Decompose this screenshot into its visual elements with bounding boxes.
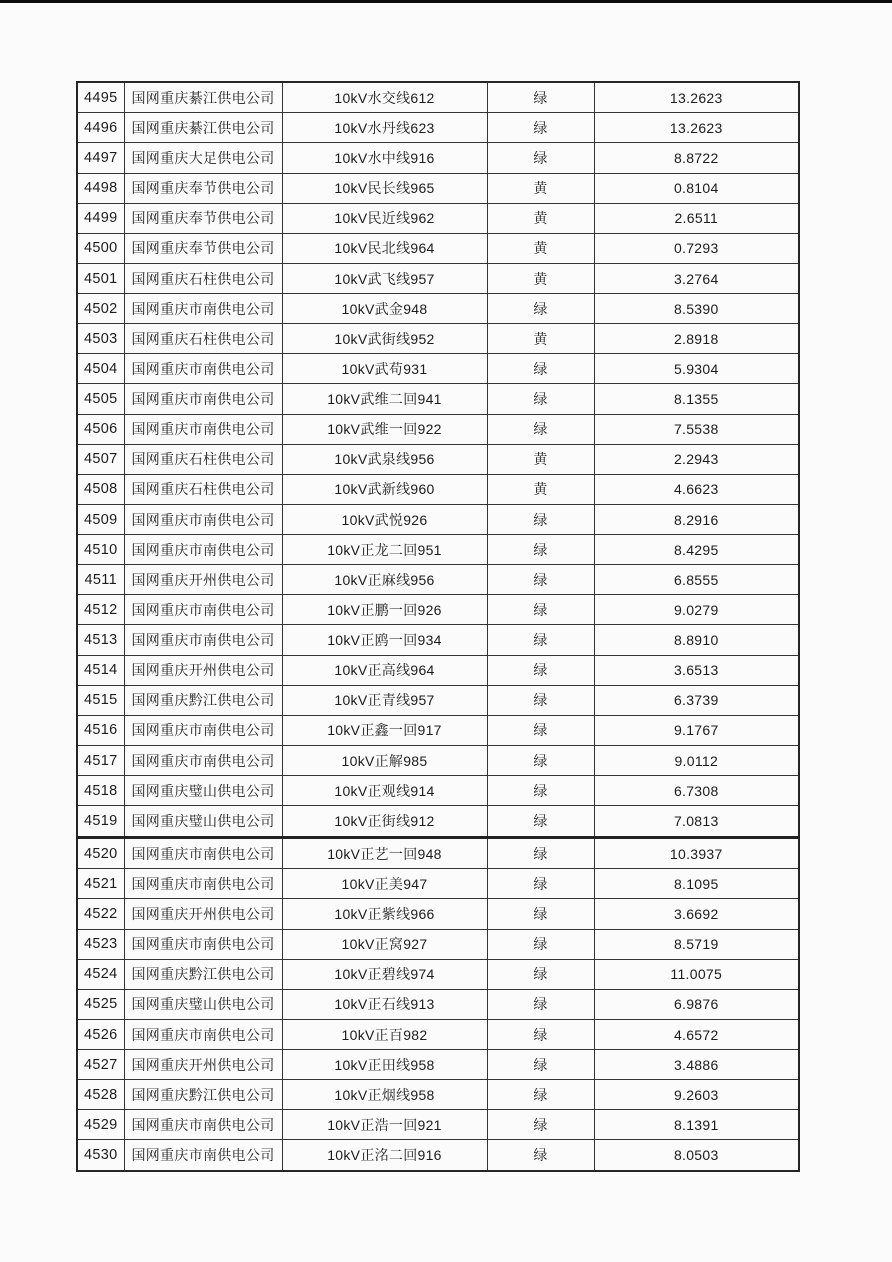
table-row [77,474,799,504]
company-name-cell: 国网重庆市南供电公司 [124,595,282,625]
value-cell: 6.3739 [594,685,799,715]
value-cell: 8.4295 [594,535,799,565]
table-row [77,595,799,625]
row-number-cell: 4507 [77,444,124,474]
value-cell: 6.7308 [594,776,799,806]
company-name-cell: 国网重庆市南供电公司 [124,1140,282,1171]
line-name-cell: 10kV正石线913 [282,989,487,1019]
company-name-cell: 国网重庆市南供电公司 [124,929,282,959]
value-cell: 3.6513 [594,655,799,685]
line-name-cell: 10kV正麻线956 [282,565,487,595]
value-cell: 7.5538 [594,414,799,444]
table-row [77,989,799,1019]
table-row [77,414,799,444]
line-name-cell: 10kV正田线958 [282,1050,487,1080]
color-status-cell: 绿 [487,655,594,685]
table-row [77,263,799,293]
row-number-cell: 4517 [77,745,124,775]
company-name-cell: 国网重庆黔江供电公司 [124,1080,282,1110]
line-name-cell: 10kV正窝927 [282,929,487,959]
company-name-cell: 国网重庆市南供电公司 [124,715,282,745]
value-cell: 8.0503 [594,1140,799,1171]
row-number-cell: 4523 [77,929,124,959]
table-row [77,1140,799,1171]
row-number-cell: 4509 [77,504,124,534]
row-number-cell: 4496 [77,113,124,143]
color-status-cell: 绿 [487,989,594,1019]
color-status-cell: 绿 [487,899,594,929]
window-top-edge [0,0,892,3]
table-row [77,233,799,263]
color-status-cell: 绿 [487,869,594,899]
line-name-cell: 10kV民北线964 [282,233,487,263]
table-row [77,1110,799,1140]
row-number-cell: 4505 [77,384,124,414]
table-row [77,203,799,233]
color-status-cell: 绿 [487,959,594,989]
table-row [77,1019,799,1049]
value-cell: 9.0112 [594,745,799,775]
company-name-cell: 国网重庆奉节供电公司 [124,203,282,233]
color-status-cell: 绿 [487,595,594,625]
table-row [77,143,799,173]
company-name-cell: 国网重庆奉节供电公司 [124,173,282,203]
line-name-cell: 10kV正烟线958 [282,1080,487,1110]
table-row [77,1080,799,1110]
table-row [77,715,799,745]
color-status-cell: 黄 [487,263,594,293]
color-status-cell: 绿 [487,715,594,745]
color-status-cell: 绿 [487,113,594,143]
company-name-cell: 国网重庆璧山供电公司 [124,776,282,806]
color-status-cell: 绿 [487,837,594,869]
line-name-cell: 10kV武新线960 [282,474,487,504]
table-row [77,504,799,534]
line-name-cell: 10kV武金948 [282,294,487,324]
value-cell: 8.2916 [594,504,799,534]
color-status-cell: 绿 [487,354,594,384]
row-number-cell: 4513 [77,625,124,655]
color-status-cell: 绿 [487,294,594,324]
company-name-cell: 国网重庆开州供电公司 [124,565,282,595]
color-status-cell: 绿 [487,685,594,715]
value-cell: 6.8555 [594,565,799,595]
color-status-cell: 绿 [487,625,594,655]
value-cell: 10.3937 [594,837,799,869]
value-cell: 9.0279 [594,595,799,625]
line-name-cell: 10kV正浩一回921 [282,1110,487,1140]
value-cell: 8.8722 [594,143,799,173]
row-number-cell: 4495 [77,82,124,113]
company-name-cell: 国网重庆石柱供电公司 [124,444,282,474]
company-name-cell: 国网重庆开州供电公司 [124,1050,282,1080]
row-number-cell: 4502 [77,294,124,324]
table-row [77,113,799,143]
value-cell: 0.7293 [594,233,799,263]
row-number-cell: 4526 [77,1019,124,1049]
company-name-cell: 国网重庆市南供电公司 [124,837,282,869]
value-cell: 2.6511 [594,203,799,233]
value-cell: 3.2764 [594,263,799,293]
line-name-cell: 10kV正碧线974 [282,959,487,989]
row-number-cell: 4506 [77,414,124,444]
table-row [77,837,799,869]
company-name-cell: 国网重庆市南供电公司 [124,625,282,655]
company-name-cell: 国网重庆市南供电公司 [124,354,282,384]
line-name-cell: 10kV武维一回922 [282,414,487,444]
value-cell: 4.6623 [594,474,799,504]
company-name-cell: 国网重庆市南供电公司 [124,294,282,324]
table-row [77,745,799,775]
color-status-cell: 绿 [487,565,594,595]
company-name-cell: 国网重庆市南供电公司 [124,1110,282,1140]
table-row [77,655,799,685]
row-number-cell: 4497 [77,143,124,173]
value-cell: 3.4886 [594,1050,799,1080]
company-name-cell: 国网重庆黔江供电公司 [124,685,282,715]
table-row [77,565,799,595]
value-cell: 8.1095 [594,869,799,899]
value-cell: 4.6572 [594,1019,799,1049]
table-row [77,82,799,113]
line-name-cell: 10kV正洺二回916 [282,1140,487,1171]
company-name-cell: 国网重庆市南供电公司 [124,535,282,565]
row-number-cell: 4500 [77,233,124,263]
row-number-cell: 4514 [77,655,124,685]
value-cell: 8.5719 [594,929,799,959]
line-name-cell: 10kV武泉线956 [282,444,487,474]
company-name-cell: 国网重庆市南供电公司 [124,504,282,534]
row-number-cell: 4530 [77,1140,124,1171]
row-number-cell: 4508 [77,474,124,504]
line-name-cell: 10kV正鹏一回926 [282,595,487,625]
color-status-cell: 绿 [487,776,594,806]
line-name-cell: 10kV水中线916 [282,143,487,173]
value-cell: 0.8104 [594,173,799,203]
company-name-cell: 国网重庆石柱供电公司 [124,474,282,504]
table-row [77,294,799,324]
value-cell: 8.8910 [594,625,799,655]
row-number-cell: 4515 [77,685,124,715]
line-name-cell: 10kV民长线965 [282,173,487,203]
row-number-cell: 4520 [77,837,124,869]
color-status-cell: 黄 [487,444,594,474]
table-row [77,354,799,384]
line-name-cell: 10kV正高线964 [282,655,487,685]
row-number-cell: 4498 [77,173,124,203]
value-cell: 8.1355 [594,384,799,414]
company-name-cell: 国网重庆石柱供电公司 [124,324,282,354]
table-row [77,776,799,806]
color-status-cell: 黄 [487,474,594,504]
color-status-cell: 绿 [487,414,594,444]
row-number-cell: 4529 [77,1110,124,1140]
color-status-cell: 绿 [487,82,594,113]
table-row [77,869,799,899]
table-row [77,173,799,203]
line-name-cell: 10kV水交线612 [282,82,487,113]
line-name-cell: 10kV正街线912 [282,806,487,838]
table-row [77,806,799,838]
color-status-cell: 绿 [487,1080,594,1110]
line-name-cell: 10kV正百982 [282,1019,487,1049]
company-name-cell: 国网重庆市南供电公司 [124,869,282,899]
value-cell: 13.2623 [594,82,799,113]
line-name-cell: 10kV正青线957 [282,685,487,715]
color-status-cell: 绿 [487,1019,594,1049]
table-row [77,324,799,354]
line-name-cell: 10kV正观线914 [282,776,487,806]
row-number-cell: 4519 [77,806,124,838]
color-status-cell: 黄 [487,324,594,354]
line-name-cell: 10kV正解985 [282,745,487,775]
company-name-cell: 国网重庆璧山供电公司 [124,989,282,1019]
row-number-cell: 4527 [77,1050,124,1080]
company-name-cell: 国网重庆綦江供电公司 [124,82,282,113]
table-row [77,384,799,414]
company-name-cell: 国网重庆市南供电公司 [124,384,282,414]
table-row [77,685,799,715]
value-cell: 9.1767 [594,715,799,745]
color-status-cell: 黄 [487,203,594,233]
company-name-cell: 国网重庆市南供电公司 [124,1019,282,1049]
color-status-cell: 绿 [487,929,594,959]
line-name-cell: 10kV正龙二回951 [282,535,487,565]
line-name-cell: 10kV武苟931 [282,354,487,384]
company-name-cell: 国网重庆黔江供电公司 [124,959,282,989]
row-number-cell: 4516 [77,715,124,745]
color-status-cell: 绿 [487,535,594,565]
value-cell: 8.1391 [594,1110,799,1140]
table-row [77,535,799,565]
color-status-cell: 绿 [487,504,594,534]
table-row [77,625,799,655]
line-name-cell: 10kV武悦926 [282,504,487,534]
line-name-cell: 10kV正鸥一回934 [282,625,487,655]
line-name-cell: 10kV武街线952 [282,324,487,354]
row-number-cell: 4525 [77,989,124,1019]
line-name-cell: 10kV正鑫一回917 [282,715,487,745]
color-status-cell: 绿 [487,384,594,414]
row-number-cell: 4522 [77,899,124,929]
color-status-cell: 黄 [487,233,594,263]
color-status-cell: 绿 [487,806,594,838]
color-status-cell: 绿 [487,1110,594,1140]
line-name-cell: 10kV武飞线957 [282,263,487,293]
company-name-cell: 国网重庆开州供电公司 [124,899,282,929]
row-number-cell: 4511 [77,565,124,595]
value-cell: 6.9876 [594,989,799,1019]
line-name-cell: 10kV民近线962 [282,203,487,233]
company-name-cell: 国网重庆市南供电公司 [124,414,282,444]
row-number-cell: 4528 [77,1080,124,1110]
line-name-cell: 10kV正紫线966 [282,899,487,929]
color-status-cell: 绿 [487,1050,594,1080]
value-cell: 9.2603 [594,1080,799,1110]
table-body [77,82,799,1171]
table-row [77,444,799,474]
row-number-cell: 4512 [77,595,124,625]
color-status-cell: 绿 [487,143,594,173]
row-number-cell: 4504 [77,354,124,384]
company-name-cell: 国网重庆璧山供电公司 [124,806,282,838]
company-name-cell: 国网重庆市南供电公司 [124,745,282,775]
value-cell: 13.2623 [594,113,799,143]
value-cell: 2.8918 [594,324,799,354]
row-number-cell: 4518 [77,776,124,806]
table-row [77,1050,799,1080]
line-name-cell: 10kV正美947 [282,869,487,899]
row-number-cell: 4499 [77,203,124,233]
value-cell: 3.6692 [594,899,799,929]
line-name-cell: 10kV水丹线623 [282,113,487,143]
color-status-cell: 绿 [487,745,594,775]
color-status-cell: 黄 [487,173,594,203]
row-number-cell: 4510 [77,535,124,565]
color-status-cell: 绿 [487,1140,594,1171]
value-cell: 7.0813 [594,806,799,838]
company-name-cell: 国网重庆綦江供电公司 [124,113,282,143]
line-name-cell: 10kV武维二回941 [282,384,487,414]
row-number-cell: 4524 [77,959,124,989]
row-number-cell: 4521 [77,869,124,899]
company-name-cell: 国网重庆奉节供电公司 [124,233,282,263]
value-cell: 11.0075 [594,959,799,989]
table-row [77,899,799,929]
power-line-status-table [76,81,800,1172]
value-cell: 8.5390 [594,294,799,324]
row-number-cell: 4503 [77,324,124,354]
line-name-cell: 10kV正艺一回948 [282,837,487,869]
row-number-cell: 4501 [77,263,124,293]
company-name-cell: 国网重庆开州供电公司 [124,655,282,685]
value-cell: 5.9304 [594,354,799,384]
table-row [77,929,799,959]
company-name-cell: 国网重庆大足供电公司 [124,143,282,173]
table-row [77,959,799,989]
company-name-cell: 国网重庆石柱供电公司 [124,263,282,293]
value-cell: 2.2943 [594,444,799,474]
